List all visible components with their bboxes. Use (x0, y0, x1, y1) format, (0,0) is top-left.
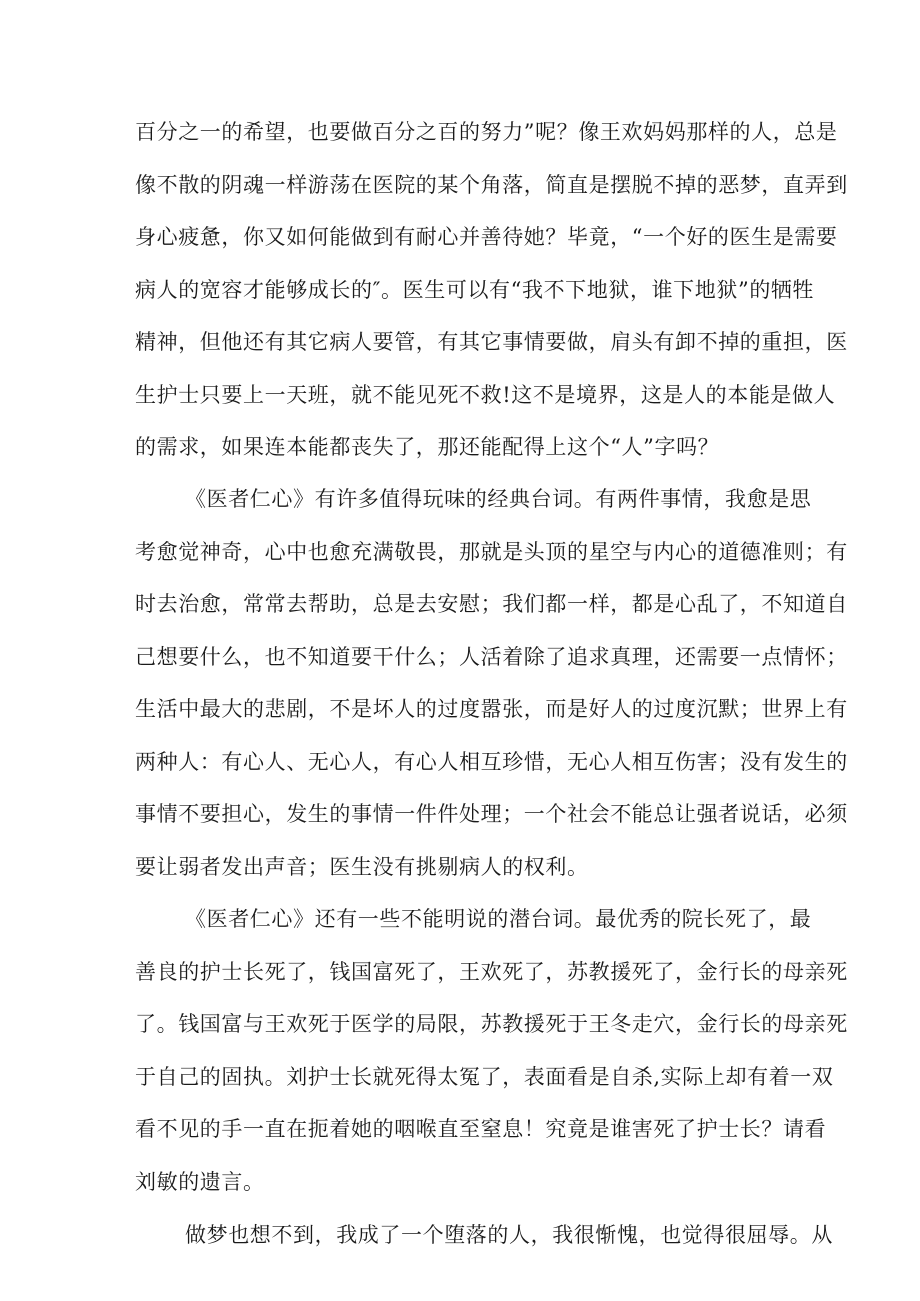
text-line: 病人的宽容才能够成长的″。医生可以有“我不下地狱，谁下地狱”的牺牲 (135, 278, 815, 302)
text-line: 生活中最大的悲剧，不是坏人的过度嚣张，而是好人的过度沉默；世界上有 (135, 697, 848, 721)
text-line: 做梦也想不到，我成了一个堕落的人，我很惭愧，也觉得很屈辱。从 (185, 1223, 833, 1247)
text-line: 考愈觉神奇，心中也愈充满敬畏，那就是头顶的星空与内心的道德准则；有 (135, 540, 848, 564)
text-line: 善良的护士长死了，钱国富死了，王欢死了，苏教援死了，金行长的母亲死 (135, 960, 848, 984)
text-line: 精神，但他还有其它病人要管，有其它事情要做，肩头有卸不掉的重担，医 (135, 330, 848, 354)
text-line: 生护士只要上一天班，就不能见死不救!这不是境界，这是人的本能是做人 (135, 383, 836, 407)
text-line: 己想要什么，也不知道要干什么；人活着除了追求真理，还需要一点情怀； (135, 645, 848, 669)
text-line: 的需求，如果连本能都丧失了，那还能配得上这个“人”字吗？ (135, 435, 720, 459)
text-line: 要让弱者发出声音；医生没有挑剔病人的权利。 (135, 855, 589, 879)
text-line: 时去治愈，常常去帮助，总是去安慰；我们都一样，都是心乱了，不知道自 (135, 592, 848, 616)
text-line: 刘敏的遗言。 (135, 1170, 265, 1194)
text-line: 像不散的阴魂一样游荡在医院的某个角落，简直是摆脱不掉的恶梦，直弄到 (135, 173, 848, 197)
text-line: 两种人：有心人、无心人，有心人相互珍惜，无心人相互伤害；没有发生的 (135, 750, 848, 774)
text-line: 身心疲惫，你又如何能做到有耐心并善待她？毕竟，“一个好的医生是需要 (135, 225, 838, 249)
text-line: 事情不要担心，发生的事情一件件处理；一个社会不能总让强者说话，必须 (135, 802, 848, 826)
text-line: 《医者仁心》还有一些不能明说的潜台词。最优秀的院长死了，最 (185, 907, 812, 931)
text-line: 《医者仁心》有许多值得玩味的经典台词。有两件事情，我愈是思 (185, 487, 812, 511)
text-line: 了。钱国富与王欢死于医学的局限，苏教援死于王冬走穴，金行长的母亲死 (135, 1012, 848, 1036)
text-line: 百分之一的希望，也要做百分之百的努力”呢？像王欢妈妈那样的人，总是 (135, 120, 838, 144)
text-line: 看不见的手一直在扼着她的咽喉直至窒息！究竟是谁害死了护士长？请看 (135, 1117, 827, 1141)
text-line: 于自己的固执。刘护士长就死得太冤了，表面看是自杀,实际上却有着一双 (135, 1065, 834, 1089)
